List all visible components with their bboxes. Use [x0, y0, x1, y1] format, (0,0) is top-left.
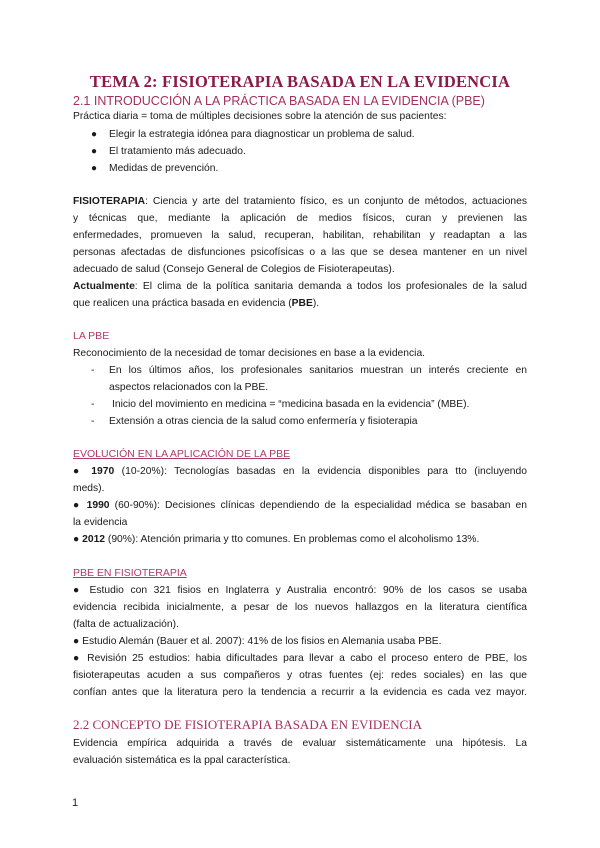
evolucion-1970: ● 1970 (10-20%): Tecnologías basadas en la evidencia disponibles para tto (incluyendo — [73, 466, 527, 477]
fisioterapia-definition-line: enfermedades, promueven la salud, recuperan, habilitan, rehabilitan y readaptan a las — [73, 230, 527, 241]
evolucion-1970-cont: meds). — [73, 483, 105, 494]
dash-marker: - — [91, 399, 95, 410]
evolucion-1990-cont: la evidencia — [73, 517, 128, 528]
evolucion-2012: ● 2012 (90%): Atención primaria y tto comunes. En problemas como el alcoholismo 13%. — [73, 534, 480, 545]
section2-line: Evidencia empírica adquirida a través de evaluar sistemáticamente una hipótesis. La — [73, 738, 527, 749]
dash-marker: - — [91, 416, 95, 427]
fisio-pbe-line: confían antes que la literatura pero la tendencia a recurrir a la evidencia es cada vez mayor. — [73, 687, 527, 698]
list-item: Elegir la estrategia idónea para diagnosticar un problema de salud. — [109, 129, 415, 140]
fisio-pbe-line: evidencia recibida inicialmente, a pesar de los nuevos hallazgos en la literatura científica — [73, 602, 527, 613]
pbe-intro: Reconocimiento de la necesidad de tomar decisiones en base a la evidencia. — [73, 348, 426, 359]
evolucion-1990: ● 1990 (60-90%): Decisiones clínicas dependiendo de la especialidad médica se basaban en — [73, 500, 527, 511]
bullet-marker: ● — [91, 163, 98, 174]
fisio-pbe-line: ● Estudio con 321 fisios en Inglaterra y Australia encontró: 90% de los casos se usaba — [73, 585, 527, 596]
fisioterapia-definition-line: y técnicas que, mediante la aplicación de medios físicos, curan y previenen las — [73, 213, 527, 224]
actualmente-term: Actualmente — [73, 281, 135, 292]
list-item: En los últimos años, los profesionales sanitarios muestran un interés creciente en — [109, 365, 527, 376]
list-item: El tratamiento más adecuado. — [109, 146, 246, 157]
page-title: TEMA 2: FISIOTERAPIA BASADA EN LA EVIDENCIA — [89, 72, 511, 91]
intro-line: Práctica diaria = toma de múltiples decisiones sobre la atención de sus pacientes: — [73, 111, 447, 122]
list-item: Inicio del movimiento en medicina = “medicina basada en la evidencia” (MBE). — [112, 399, 470, 410]
fisio-pbe-line: ● Estudio Alemán (Bauer et al. 2007): 41% de los fisios en Alemania usaba PBE. — [73, 636, 442, 647]
subheading-la-pbe: LA PBE — [73, 330, 110, 342]
actualmente-line: Actualmente: El clima de la política sanitaria demanda a todos los profesionales de la salud — [73, 281, 527, 292]
actualmente-line: que realicen una práctica basada en evidencia (PBE). — [73, 298, 320, 309]
subheading-evolucion: EVOLUCIÓN EN LA APLICACIÓN DE LA PBE — [73, 448, 291, 460]
list-item: Medidas de prevención. — [109, 163, 219, 174]
fisio-pbe-line: (falta de actualización). — [73, 619, 179, 630]
list-item: aspectos relacionados con la PBE. — [109, 382, 269, 393]
fisio-pbe-line: ● Revisión 25 estudios: habia dificultades para llevar a cabo el proceso entero de PBE, los — [73, 653, 527, 664]
section2-line: evaluación sistemática es la ppal característica. — [73, 755, 291, 766]
fisioterapia-definition-line: personas afectadas de disfunciones psicofísicas o a las que se desea mantener en un nivel — [73, 247, 527, 258]
subheading-pbe-fisioterapia: PBE EN FISIOTERAPIA — [73, 567, 187, 579]
section-heading-2-1: 2.1 INTRODUCCIÓN A LA PRÁCTICA BASADA EN LA EVIDENCIA (PBE) — [73, 94, 485, 108]
bullet-marker: ● — [91, 129, 98, 140]
fisioterapia-term: FISIOTERAPIA — [73, 196, 146, 207]
dash-marker: - — [91, 365, 95, 376]
page-number: 1 — [72, 797, 79, 809]
fisio-pbe-line: fisioterapeutas acuden a sus compañeros y otras fuentes (ej: redes sociales) en las que — [73, 670, 527, 681]
bullet-marker: ● — [91, 146, 98, 157]
list-item: Extensión a otras ciencia de la salud como enfermería y fisioterapia — [109, 416, 418, 427]
section-heading-2-2: 2.2 CONCEPTO DE FISIOTERAPIA BASADA EN EVIDENCIA — [73, 717, 422, 732]
fisioterapia-definition-line: FISIOTERAPIA: Ciencia y arte del tratamiento físico, es un conjunto de métodos, actuaciones — [73, 196, 527, 207]
fisioterapia-definition-line: adecuado de salud (Consejo General de Colegios de Fisioterapeutas). — [73, 264, 395, 275]
